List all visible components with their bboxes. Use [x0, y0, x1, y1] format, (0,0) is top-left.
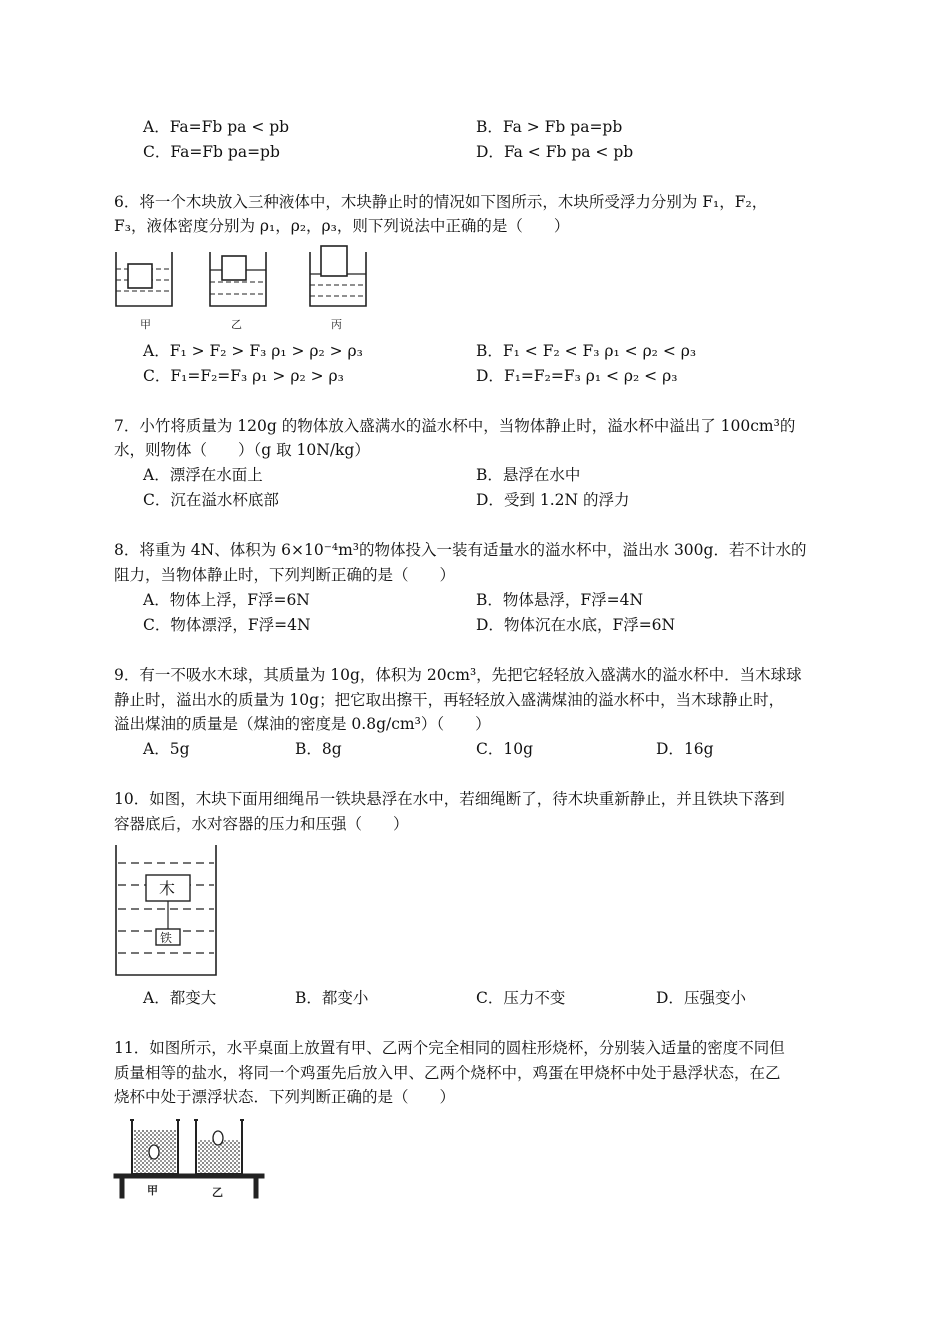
- q11-beaker-jia: [130, 1120, 180, 1174]
- q10-option-b[interactable]: B．都变小: [295, 989, 369, 1007]
- q11-figure: [114, 1118, 270, 1200]
- q6-beaker-jia: [116, 252, 172, 306]
- q11-stem-line3: 烧杯中处于漂浮状态．下列判断正确的是（ ）: [114, 1088, 456, 1106]
- q6-figure: [112, 244, 372, 334]
- q8-option-d[interactable]: D．物体沉在水底，F浮=6N: [476, 616, 676, 634]
- q6-beaker-bing: [310, 246, 366, 306]
- q9-stem-line1: 9．有一不吸水木球，其质量为 10g，体积为 20cm³，先把它轻轻放入盛满水的溢水杯中．当木球球: [114, 666, 802, 684]
- q10-label-wood: 木: [159, 879, 176, 898]
- q10-stem-line1: 10．如图，木块下面用细绳吊一铁块悬浮在水中，若细绳断了，待木块重新静止，并且铁块下落到: [114, 790, 785, 808]
- q11-stem-line2: 质量相等的盐水，将同一个鸡蛋先后放入甲、乙两个烧杯中，鸡蛋在甲烧杯中处于悬浮状态，在乙: [114, 1064, 781, 1082]
- q5-option-b[interactable]: B．Fa > Fb pa=pb: [476, 118, 623, 136]
- q9-option-c[interactable]: C．10g: [476, 740, 534, 758]
- q6-option-a[interactable]: A．F₁ > F₂ > F₃ ρ₁ > ρ₂ > ρ₃: [143, 342, 363, 360]
- q7-option-a[interactable]: A．漂浮在水面上: [143, 466, 263, 484]
- q11-stem-line1: 11．如图所示，水平桌面上放置有甲、乙两个完全相同的圆柱形烧杯，分别装入适量的密度不同但: [114, 1039, 785, 1057]
- q10-option-c[interactable]: C．压力不变: [476, 989, 566, 1007]
- q5-option-c[interactable]: C．Fa=Fb pa=pb: [143, 143, 280, 161]
- q9-stem-line2: 静止时，溢出水的质量为 10g；把它取出擦干，再轻轻放入盛满煤油的溢水杯中，当木球静止时，: [114, 691, 785, 709]
- q10-option-d[interactable]: D．压强变小: [656, 989, 746, 1007]
- q5-option-d[interactable]: D．Fa < Fb pa < pb: [476, 143, 634, 161]
- q6-label-bing: 丙: [331, 318, 342, 331]
- q6-option-d[interactable]: D．F₁=F₂=F₃ ρ₁ < ρ₂ < ρ₃: [476, 367, 678, 385]
- q10-label-iron: 铁: [160, 931, 173, 945]
- q11-label-yi: 乙: [212, 1186, 223, 1199]
- q9-option-b[interactable]: B．8g: [295, 740, 342, 758]
- q7-stem-line2: 水，则物体（ ）（g 取 10N/kg）: [114, 441, 370, 459]
- q7-option-c[interactable]: C．沉在溢水杯底部: [143, 491, 279, 509]
- q7-option-d[interactable]: D．受到 1.2N 的浮力: [476, 491, 630, 509]
- q6-label-yi: 乙: [231, 318, 242, 331]
- q10-figure: [114, 843, 220, 977]
- q8-option-a[interactable]: A．物体上浮，F浮=6N: [143, 591, 310, 609]
- q8-stem-line2: 阻力，当物体静止时，下列判断正确的是（ ）: [114, 566, 456, 584]
- q5-option-a[interactable]: A．Fa=Fb pa < pb: [143, 118, 290, 136]
- q6-stem-line1: 6．将一个木块放入三种液体中，木块静止时的情况如下图所示，木块所受浮力分别为 F₁，F₂，: [114, 193, 768, 211]
- q11-beaker-yi: [194, 1120, 244, 1174]
- q10-stem-line2: 容器底后，水对容器的压力和压强（ ）: [114, 815, 409, 833]
- q9-option-d[interactable]: D．16g: [656, 740, 714, 758]
- q6-option-c[interactable]: C．F₁=F₂=F₃ ρ₁ > ρ₂ > ρ₃: [143, 367, 344, 385]
- q6-option-b[interactable]: B．F₁ < F₂ < F₃ ρ₁ < ρ₂ < ρ₃: [476, 342, 697, 360]
- q10-option-a[interactable]: A．都变大: [143, 989, 217, 1007]
- q6-label-jia: 甲: [140, 318, 151, 331]
- q8-stem-line1: 8．将重为 4N、体积为 6×10⁻⁴m³的物体投入一装有适量水的溢水杯中，溢出水 300g．若不计水的: [114, 541, 807, 559]
- q8-option-b[interactable]: B．物体悬浮，F浮=4N: [476, 591, 644, 609]
- q11-table: [114, 1174, 264, 1198]
- q7-option-b[interactable]: B．悬浮在水中: [476, 466, 581, 484]
- q7-stem-line1: 7．小竹将质量为 120g 的物体放入盛满水的溢水杯中，当物体静止时，溢水杯中溢出了 100cm³的: [114, 417, 796, 435]
- q6-stem-line2: F₃，液体密度分别为 ρ₁，ρ₂，ρ₃，则下列说法中正确的是（ ）: [114, 217, 570, 235]
- q6-beaker-yi: [210, 252, 266, 306]
- q9-stem-line3: 溢出煤油的质量是（煤油的密度是 0.8g/cm³）（ ）: [114, 715, 491, 733]
- q8-option-c[interactable]: C．物体漂浮，F浮=4N: [143, 616, 311, 634]
- q9-option-a[interactable]: A．5g: [143, 740, 190, 758]
- q11-label-jia: 甲: [147, 1184, 158, 1197]
